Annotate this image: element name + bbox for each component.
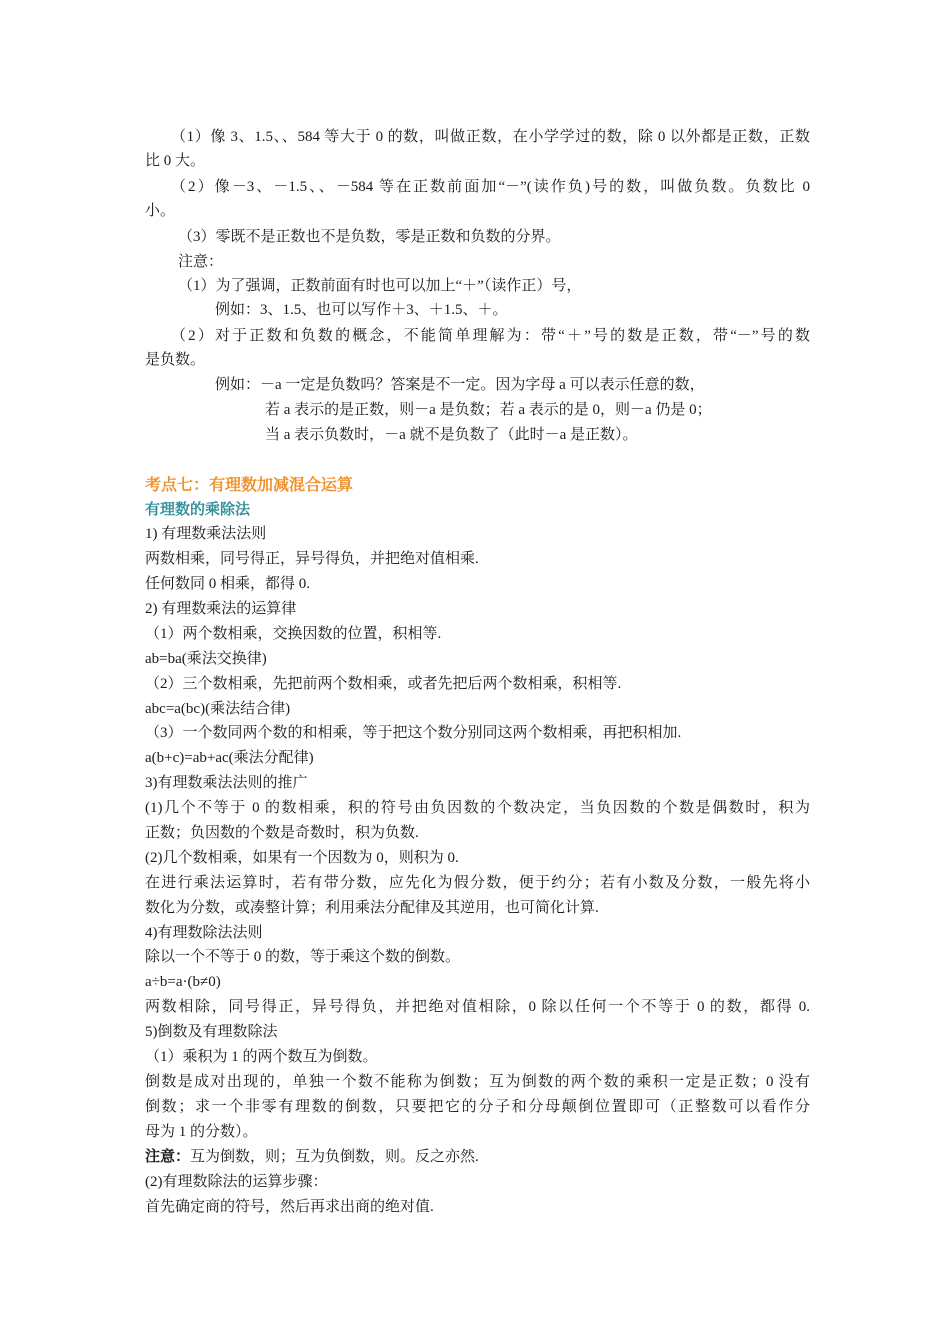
note-bold-label: 注意： xyxy=(145,1149,191,1165)
rule-line: 两数相除，同号得正，异号得负，并把绝对值相除，0 除以任何一个不等于 0 的数，都得 0. xyxy=(145,999,810,1015)
rule-line: 首先确定商的符号，然后再求出商的绝对值. xyxy=(145,1199,434,1215)
example-line: 例如：3、1.5、也可以写作＋3、＋1.5、＋。 xyxy=(215,302,508,318)
rule-line: 在进行乘法运算时，若有带分数，应先化为假分数，便于约分；若有小数及分数，一般先将小 xyxy=(145,875,810,891)
paragraph-line: （1）像 3、1.5、、584 等大于 0 的数，叫做正数，在小学学过的数，除 0 以外都是正数，正数 xyxy=(171,129,810,145)
paragraph-line: 比 0 大。 xyxy=(145,153,206,169)
rule-title: 2) 有理数乘法的运算律 xyxy=(145,601,297,617)
paragraph-line: 是负数。 xyxy=(145,352,206,368)
rule-title: (2)有理数除法的运算步骤： xyxy=(145,1174,328,1190)
rule-line: 任何数同 0 相乘，都得 0. xyxy=(145,576,311,592)
rule-line: （1）两个数相乘，交换因数的位置，积相等. xyxy=(145,626,442,642)
rule-line: （2）三个数相乘，先把前两个数相乘，或者先把后两个数相乘，积相等. xyxy=(145,676,622,692)
formula-line: abc=a(bc)(乘法结合律) xyxy=(145,701,291,717)
formula-line: a(b+c)=ab+ac(乘法分配律) xyxy=(145,750,314,766)
rule-line: (2)几个数相乘，如果有一个因数为 0，则积为 0. xyxy=(145,850,459,866)
example-line: 例如：－a 一定是负数吗？答案是不一定。因为字母 a 可以表示任意的数， xyxy=(215,377,705,393)
note-text: 互为倒数，则；互为负倒数，则。反之亦然. xyxy=(190,1149,479,1165)
rule-line: 母为 1 的分数）。 xyxy=(145,1124,258,1140)
rule-title: 1) 有理数乘法法则 xyxy=(145,526,267,542)
rule-title: 5)倒数及有理数除法 xyxy=(145,1024,278,1040)
rule-title: 3)有理数乘法法则的推广 xyxy=(145,775,308,791)
rule-line: 倒数；求一个非零有理数的倒数，只要把它的分子和分母颠倒位置即可（正整数可以看作分 xyxy=(145,1099,810,1115)
paragraph-line: （2）对于正数和负数的概念，不能简单理解为：带“＋”号的数是正数，带“－”号的数 xyxy=(171,328,810,344)
rule-line: 正数；负因数的个数是奇数时，积为负数. xyxy=(145,825,419,841)
paragraph-line: 小。 xyxy=(145,203,176,219)
paragraph-line: （2）像－3、－1.5、、－584 等在正数前面加“－”(读作负)号的数，叫做负数。负数比 0 xyxy=(171,179,810,195)
rule-title: 4)有理数除法法则 xyxy=(145,925,263,941)
paragraph-line: （1）为了强调，正数前面有时也可以加上“＋”（读作正）号， xyxy=(178,278,582,294)
example-line: 当 a 表示负数时，－a 就不是负数了（此时－a 是正数）。 xyxy=(265,427,638,443)
paragraph-line: （3）零既不是正数也不是负数，零是正数和负数的分界。 xyxy=(178,229,561,245)
rule-line: (1)几个不等于 0 的数相乘，积的符号由负因数的个数决定，当负因数的个数是偶数时，积为 xyxy=(145,800,810,816)
section-subheading: 有理数的乘除法 xyxy=(145,501,251,518)
rule-line: 倒数是成对出现的，单独一个数不能称为倒数；互为倒数的两个数的乘积一定是正数；0 没有 xyxy=(145,1074,810,1090)
formula-line: ab=ba(乘法交换律) xyxy=(145,651,267,667)
formula-line: a÷b=a·(b≠0) xyxy=(145,974,221,990)
rule-line: （3）一个数同两个数的和相乘，等于把这个数分别同这两个数相乘，再把积相加. xyxy=(145,725,682,741)
note-label: 注意： xyxy=(178,254,224,270)
note-line xyxy=(145,1146,810,1168)
example-line: 若 a 表示的是正数，则－a 是负数；若 a 表示的是 0，则－a 仍是 0； xyxy=(265,402,712,418)
rule-line: 除以一个不等于 0 的数，等于乘这个数的倒数。 xyxy=(145,949,461,965)
rule-line: （1）乘积为 1 的两个数互为倒数。 xyxy=(145,1049,378,1065)
rule-line: 数化为分数，或凑整计算；利用乘法分配律及其逆用，也可简化计算. xyxy=(145,900,599,916)
rule-line: 两数相乘，同号得正，异号得负，并把绝对值相乘. xyxy=(145,551,479,567)
section-heading: 考点七：有理数加减混合运算 xyxy=(145,477,354,494)
